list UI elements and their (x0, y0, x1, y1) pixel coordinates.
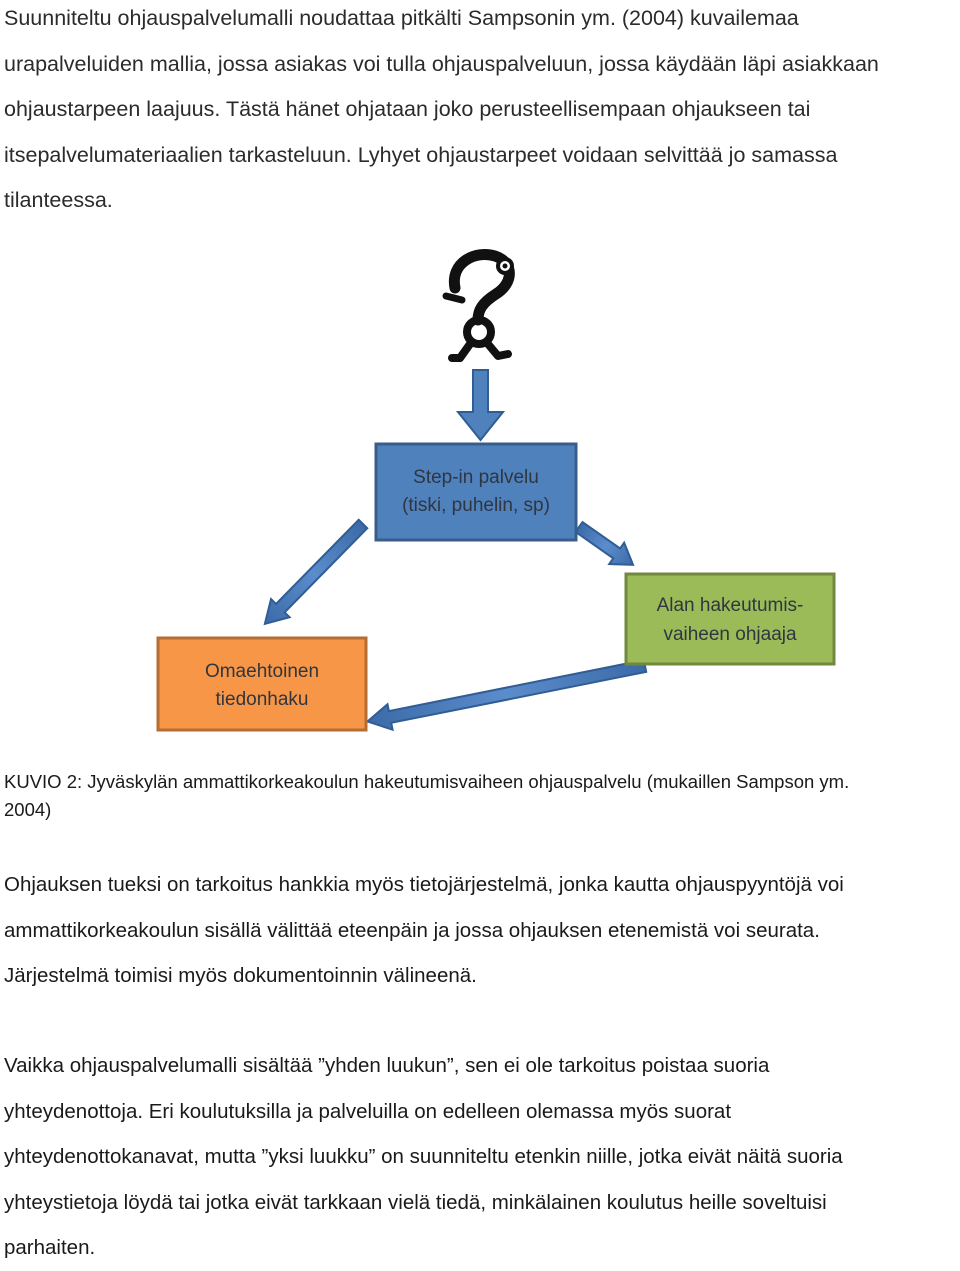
arrow-ohjaaja-to-tiedonhaku (365, 653, 648, 734)
application-phase-counselor-box (626, 574, 834, 664)
text-line: Järjestelmä toimisi myös dokumentoinnin välineenä. (4, 964, 477, 987)
text-line: ammattikorkeakoulun sisällä välittää eteenpäin ja jossa ohjauksen etenemistä voi seurata. (4, 918, 820, 942)
arrow-stepin-to-tiedonhaku (256, 515, 373, 633)
intro-paragraph (4, 0, 954, 224)
text-line: urapalveluiden mallia, jossa asiakas voi tulla ohjauspalveluun, jossa käydään läpi asiakkaan (4, 51, 879, 76)
paragraph-one-stop-shop (4, 1043, 959, 1271)
independent-search-box (158, 638, 366, 730)
counselor-label-line2: vaiheen ohjaaja (663, 624, 797, 645)
text-line: parhaiten. (4, 1236, 96, 1259)
step-in-service-box (376, 444, 576, 540)
step-in-label-line2: (tiski, puhelin, sp) (402, 495, 550, 516)
text-line: yhteydenottokanavat, mutta ”yksi luukku” on suunniteltu etenkin niille, jotka eivät näitä suoria (4, 1145, 843, 1168)
text-line: itsepalvelumateriaalien tarkasteluun. Lyhyet ohjaustarpeet voidaan selvittää jo samassa (4, 142, 838, 167)
text-line: yhteystietoja löydä tai jotka eivät tarkkaan vielä tiedä, minkälainen koulutus heille soveltuisi (4, 1190, 827, 1214)
question-mark-figure-icon (446, 254, 512, 358)
text-line: yhteydenottoja. Eri koulutuksilla ja palveluilla on edelleen olemassa myös suorat (4, 1099, 732, 1123)
counselor-label-line1: Alan hakeutumis- (656, 595, 804, 616)
search-label-line2: tiedonhaku (215, 689, 309, 710)
figure-caption (4, 768, 954, 824)
text-line: Suunniteltu ohjauspalvelumalli noudattaa pitkälti Sampsonin ym. (2004) kuvailemaa (4, 6, 799, 30)
text-line: ohjaustarpeen laajuus. Tästä hänet ohjataan joko perusteellisempaan ohjaukseen tai (4, 97, 811, 121)
text-line: Ohjauksen tueksi on tarkoitus hankkia myös tietojärjestelmä, jonka kautta ohjauspyyntöjä voi (4, 873, 844, 896)
step-in-label-line1: Step-in palvelu (413, 467, 539, 488)
text-line: tilanteessa. (4, 188, 113, 212)
guidance-service-diagram (0, 240, 960, 740)
text-line: Vaikka ohjauspalvelumalli sisältää ”yhden luukun”, sen ei ole tarkoitus poistaa suoria (4, 1054, 770, 1077)
search-label-line1: Omaehtoinen (204, 661, 320, 682)
arrow-stepin-to-ohjaaja (572, 516, 641, 575)
caption-line: 2004) (4, 799, 52, 820)
paragraph-information-system (4, 862, 959, 999)
caption-line: KUVIO 2: Jyväskylän ammattikorkeakoulun hakeutumisvaiheen ohjauspalvelu (mukaillen Sampson ym. (4, 771, 850, 792)
arrow-down (458, 370, 503, 440)
